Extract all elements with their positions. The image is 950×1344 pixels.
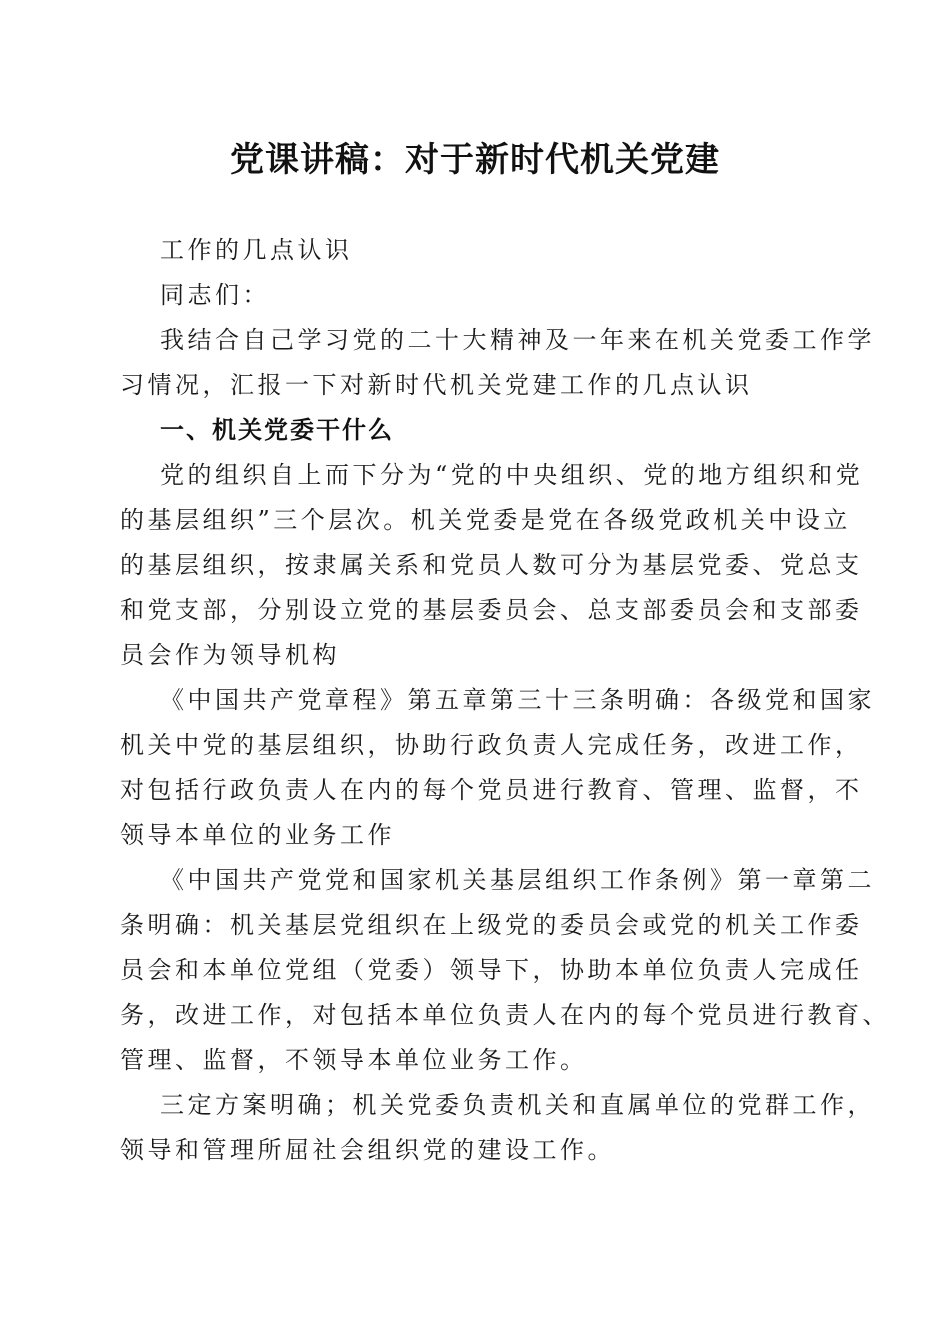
body-line: 习情况，汇报一下对新时代机关党建工作的几点认识 — [120, 371, 753, 399]
body-line: 《中国共产党章程》第五章第三十三条明确：各级党和国家 — [160, 686, 875, 714]
body-line: 我结合自己学习党的二十大精神及一年来在机关党委工作学 — [160, 326, 875, 354]
document-body — [120, 228, 890, 1173]
body-line: 领导和管理所屈社会组织党的建设工作。 — [120, 1136, 615, 1164]
body-line: 领导本单位的业务工作 — [120, 821, 395, 849]
section-heading: 一、机关党委干什么 — [160, 416, 394, 444]
body-line: 务，改进工作，对包括本单位负责人在内的每个党员进行教育、 — [120, 1001, 890, 1029]
body-line: 员会和本单位党组（党委）领导下，协助本单位负责人完成任 — [120, 956, 863, 984]
salutation: 同志们： — [160, 281, 270, 309]
body-line: 工作的几点认识 — [160, 236, 353, 264]
body-line: 和党支部，分别设立党的基层委员会、总支部委员会和支部委 — [120, 596, 863, 624]
body-line: 管理、监督，不领导本单位业务工作。 — [120, 1046, 588, 1074]
body-line: 机关中党的基层组织，协助行政负责人完成任务，改进工作， — [120, 731, 863, 759]
body-line: 的基层组织，按隶属关系和党员人数可分为基层党委、党总支 — [120, 551, 863, 579]
body-line: 条明确：机关基层党组织在上级党的委员会或党的机关工作委 — [120, 911, 863, 939]
body-line: 对包括行政负责人在内的每个党员进行教育、管理、监督，不 — [120, 776, 863, 804]
body-line: 《中国共产党党和国家机关基层组织工作条例》第一章第二 — [160, 866, 875, 894]
body-line: 三定方案明确；机关党委负责机关和直属单位的党群工作， — [160, 1091, 875, 1119]
document-title: 党课讲稿：对于新时代机关党建 — [230, 140, 720, 180]
body-line: 党的组织自上而下分为“党的中央组织、党的地方组织和党 — [160, 461, 864, 489]
body-line: 员会作为领导机构 — [120, 641, 340, 669]
body-line: 的基层组织”三个层次。机关党委是党在各级党政机关中设立 — [120, 506, 851, 534]
